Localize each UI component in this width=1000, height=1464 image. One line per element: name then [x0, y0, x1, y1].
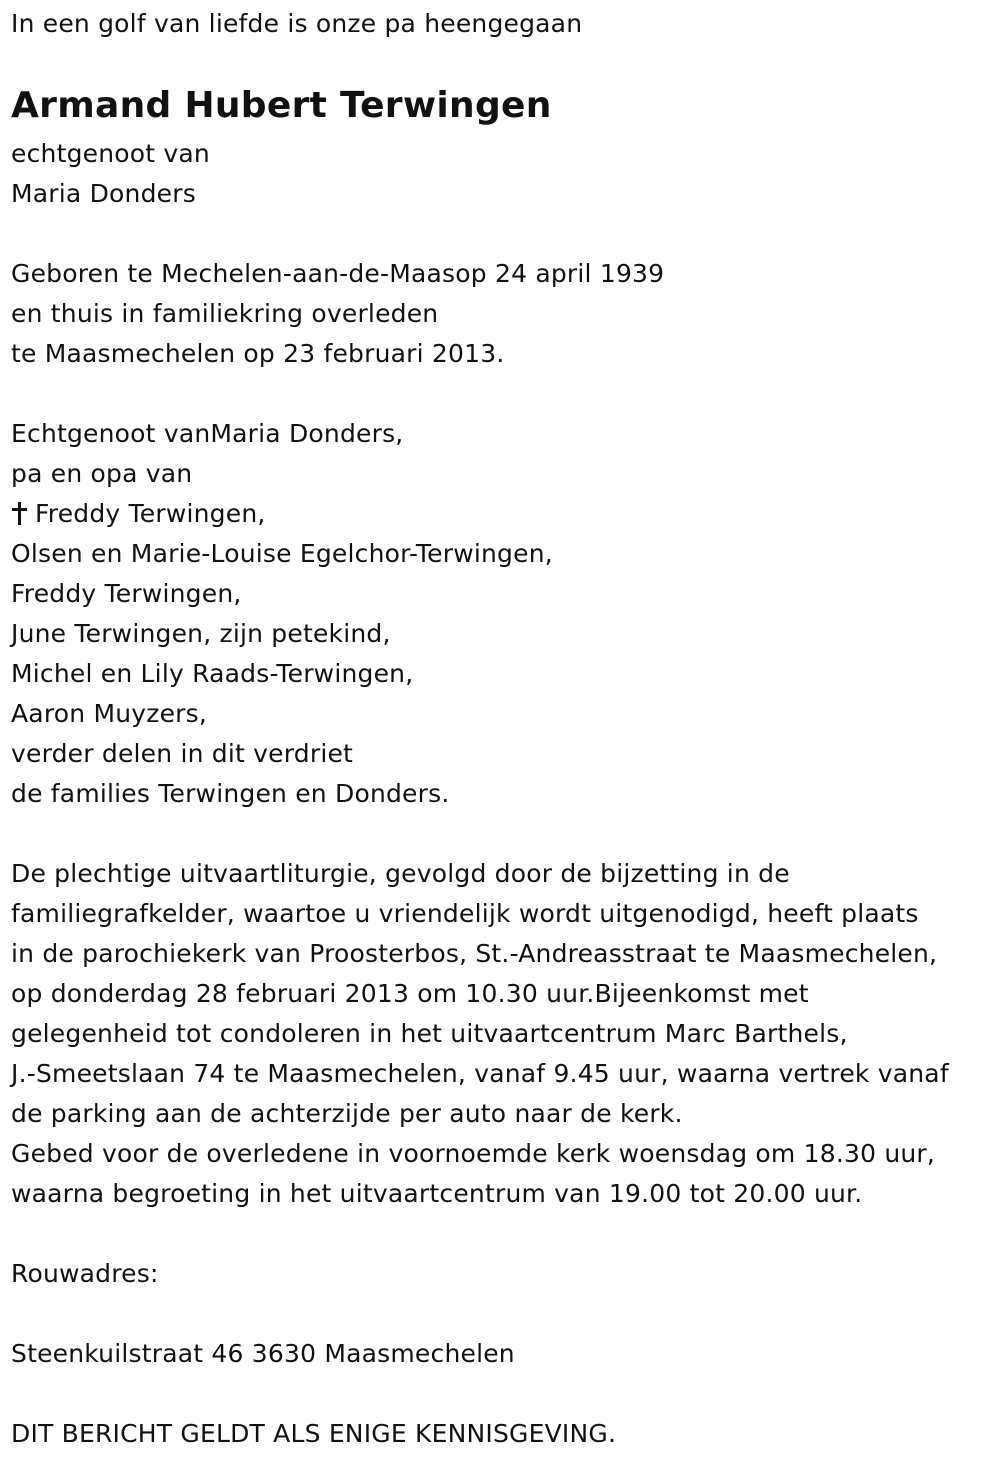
service-line: op donderdag 28 februari 2013 om 10.30 uur.Bijeenkomst met: [11, 979, 809, 1008]
service-line: De plechtige uitvaartliturgie, gevolgd door de bijzetting in de: [11, 859, 790, 888]
service-line: waarna begroeting in het uitvaartcentrum van 19.00 tot 20.00 uur.: [11, 1179, 863, 1208]
birth-death-block: [11, 254, 664, 374]
service-line: in de parochiekerk van Proosterbos, St.-Andreasstraat te Maasmechelen,: [11, 939, 938, 968]
birth-line: en thuis in familiekring overleden: [11, 299, 439, 328]
family-line: Aaron Muyzers,: [11, 699, 208, 728]
notice-block: [11, 1414, 616, 1454]
service-line: J.-Smeetslaan 74 te Maasmechelen, vanaf 9.45 uur, waarna vertrek vanaf: [11, 1059, 949, 1088]
deceased-child: Freddy Terwingen,: [35, 499, 266, 528]
address-label: Rouwadres:: [11, 1259, 159, 1288]
service-line: familiegrafkelder, waartoe u vriendelijk wordt uitgenodigd, heeft plaats: [11, 899, 919, 928]
mourning-address: Steenkuilstraat 46 3630 Maasmechelen: [11, 1339, 515, 1368]
family-line: Echtgenoot vanMaria Donders,: [11, 419, 404, 448]
spouse-block: [11, 134, 210, 214]
birth-line: te Maasmechelen op 23 februari 2013.: [11, 339, 505, 368]
family-line-deceased: [11, 494, 553, 534]
family-line: Michel en Lily Raads-Terwingen,: [11, 659, 414, 688]
family-block: [11, 414, 553, 814]
address-label-block: [11, 1254, 159, 1294]
service-block: [11, 854, 949, 1214]
family-line: de families Terwingen en Donders.: [11, 779, 450, 808]
spouse-line: echtgenoot van: [11, 139, 210, 168]
service-line: gelegenheid tot condoleren in het uitvaartcentrum Marc Barthels,: [11, 1019, 848, 1048]
cross-icon: [11, 501, 29, 525]
family-line: verder delen in dit verdriet: [11, 739, 354, 768]
family-line: June Terwingen, zijn petekind,: [11, 619, 391, 648]
address-block: [11, 1334, 515, 1374]
family-line: pa en opa van: [11, 459, 193, 488]
deceased-name: Armand Hubert Terwingen: [11, 85, 552, 126]
birth-line: Geboren te Mechelen-aan-de-Maasop 24 april 1939: [11, 259, 665, 288]
official-notice: DIT BERICHT GELDT ALS ENIGE KENNISGEVING.: [11, 1419, 617, 1448]
family-line: Freddy Terwingen,: [11, 579, 242, 608]
spouse-line: Maria Donders: [11, 179, 196, 208]
intro-line: In een golf van liefde is onze pa heengegaan: [11, 9, 583, 38]
service-line: Gebed voor de overledene in voornoemde kerk woensdag om 18.30 uur,: [11, 1139, 936, 1168]
service-line: de parking aan de achterzijde per auto naar de kerk.: [11, 1099, 683, 1128]
family-line: Olsen en Marie-Louise Egelchor-Terwingen,: [11, 539, 553, 568]
